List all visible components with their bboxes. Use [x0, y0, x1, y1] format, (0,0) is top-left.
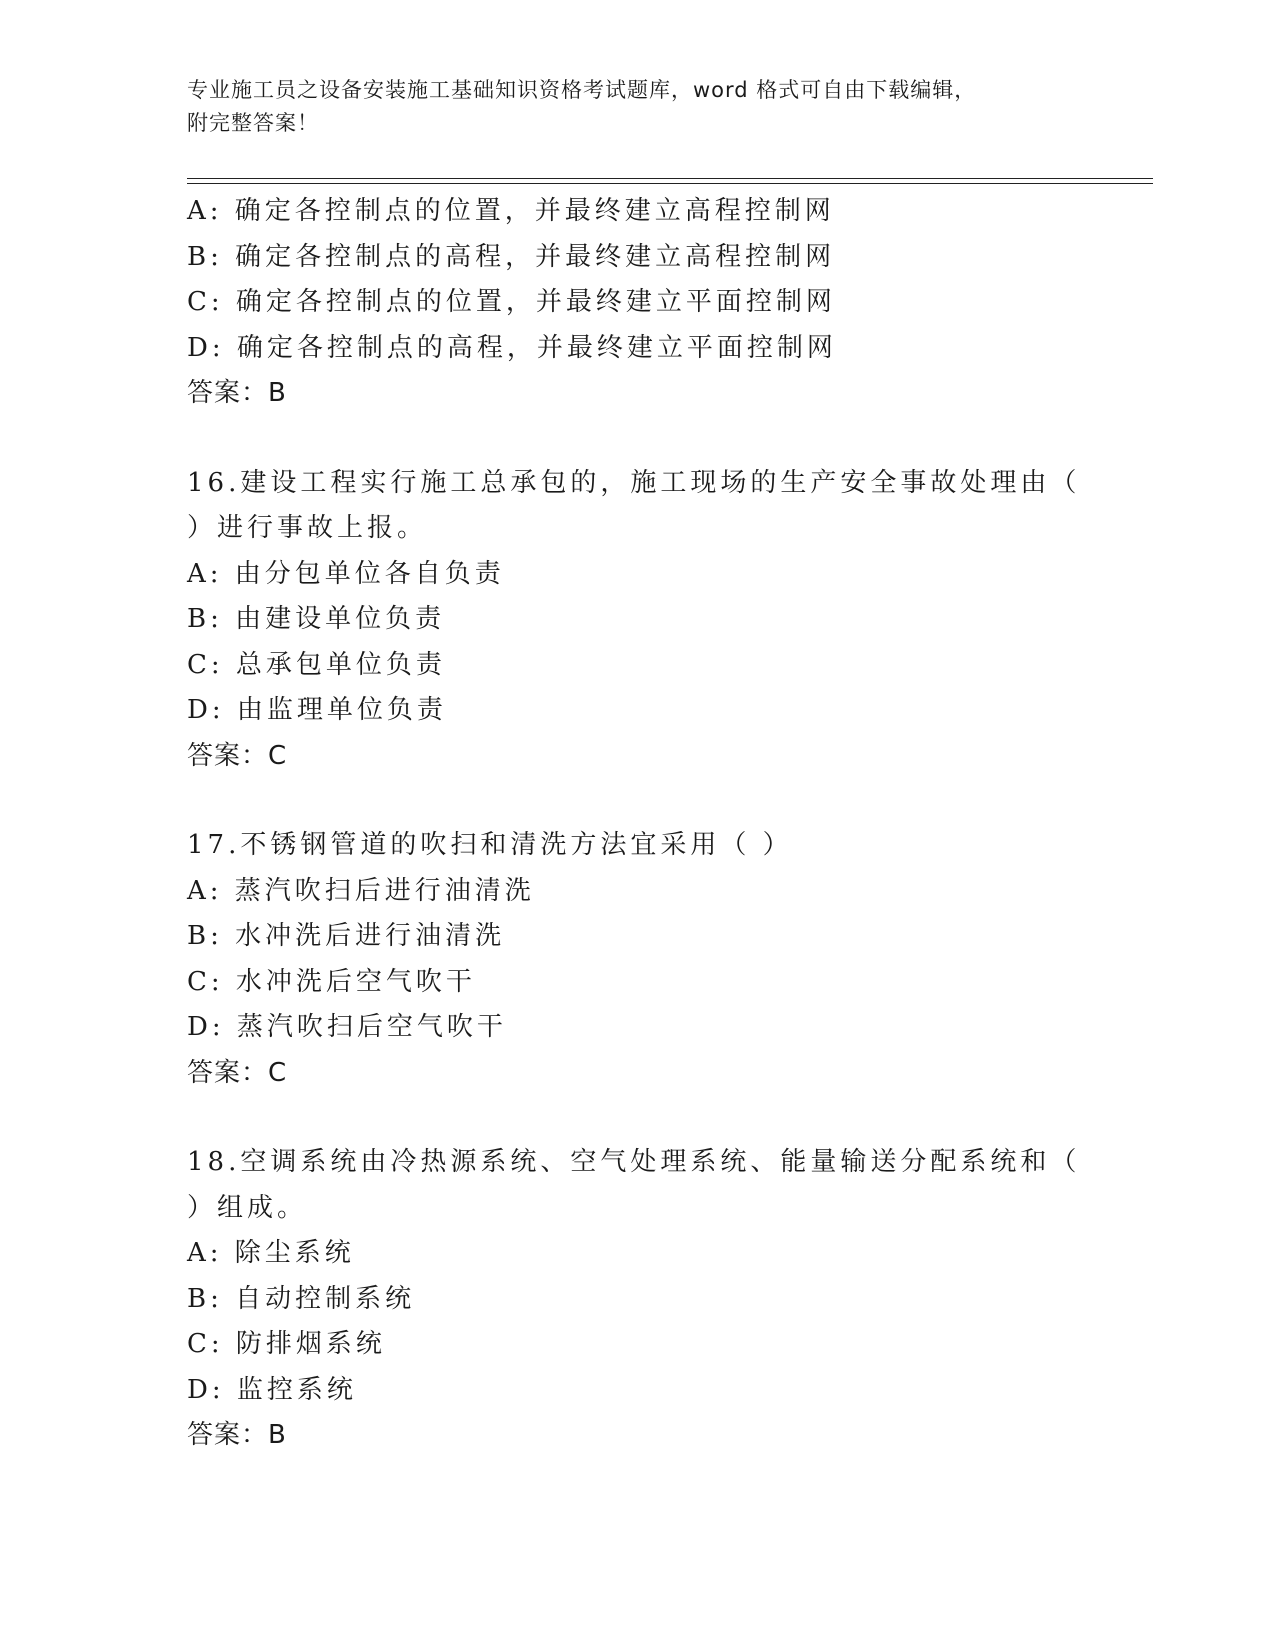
option-a: A: 确定各控制点的位置，并最终建立高程控制网 [187, 196, 835, 226]
question-content [187, 189, 1087, 1459]
question-stem: 18.空调系统由冷热源系统、空气处理系统、能量输送分配系统和（ [187, 1147, 1081, 1177]
spacer [187, 779, 1087, 823]
option-c: C: 防排烟系统 [187, 1329, 386, 1359]
answer: 答案：B [187, 1420, 287, 1450]
document-header [187, 74, 1067, 140]
question-17 [187, 823, 1087, 1096]
option-a: A: 蒸汽吹扫后进行油清洗 [187, 875, 535, 906]
question-stem: 17.不锈钢管道的吹扫和清洗方法宜采用（ ） [187, 830, 793, 860]
answer: 答案：C [187, 1057, 288, 1088]
option-c: C: 总承包单位负责 [187, 649, 446, 680]
option-d: D: 蒸汽吹扫后空气吹干 [187, 1012, 507, 1042]
header-line-2: 附完整答案！ [187, 111, 319, 135]
header-line-1: 专业施工员之设备安装施工基础知识资格考试题库，word 格式可自由下载编辑， [187, 78, 977, 102]
answer: 答案：B [187, 378, 287, 408]
spacer [187, 417, 1087, 461]
question-18 [187, 1140, 1087, 1459]
option-c: C: 水冲洗后空气吹干 [187, 966, 476, 997]
spacer [187, 1096, 1087, 1140]
option-a: A: 由分包单位各自负责 [187, 558, 505, 589]
question-16 [187, 461, 1087, 780]
option-d: D: 监控系统 [187, 1374, 357, 1405]
option-b: B: 确定各控制点的高程，并最终建立高程控制网 [187, 241, 836, 272]
option-b: B: 水冲洗后进行油清洗 [187, 921, 506, 951]
question-stem-continued: ）进行事故上报。 [187, 513, 428, 543]
question-stem: 16.建设工程实行施工总承包的，施工现场的生产安全事故处理由（ [187, 467, 1081, 498]
header-divider-bottom [187, 183, 1153, 184]
option-c: C: 确定各控制点的位置，并最终建立平面控制网 [187, 287, 836, 317]
option-b: B: 自动控制系统 [187, 1283, 416, 1314]
answer: 答案：C [187, 740, 288, 771]
option-b: B: 由建设单位负责 [187, 604, 446, 634]
header-divider-top [187, 178, 1153, 179]
option-d: D: 由监理单位负责 [187, 695, 447, 725]
question-stem-continued: ）组成。 [187, 1192, 308, 1223]
option-a: A: 除尘系统 [187, 1238, 355, 1268]
option-d: D: 确定各控制点的高程，并最终建立平面控制网 [187, 332, 837, 363]
question-15-tail [187, 189, 1087, 417]
